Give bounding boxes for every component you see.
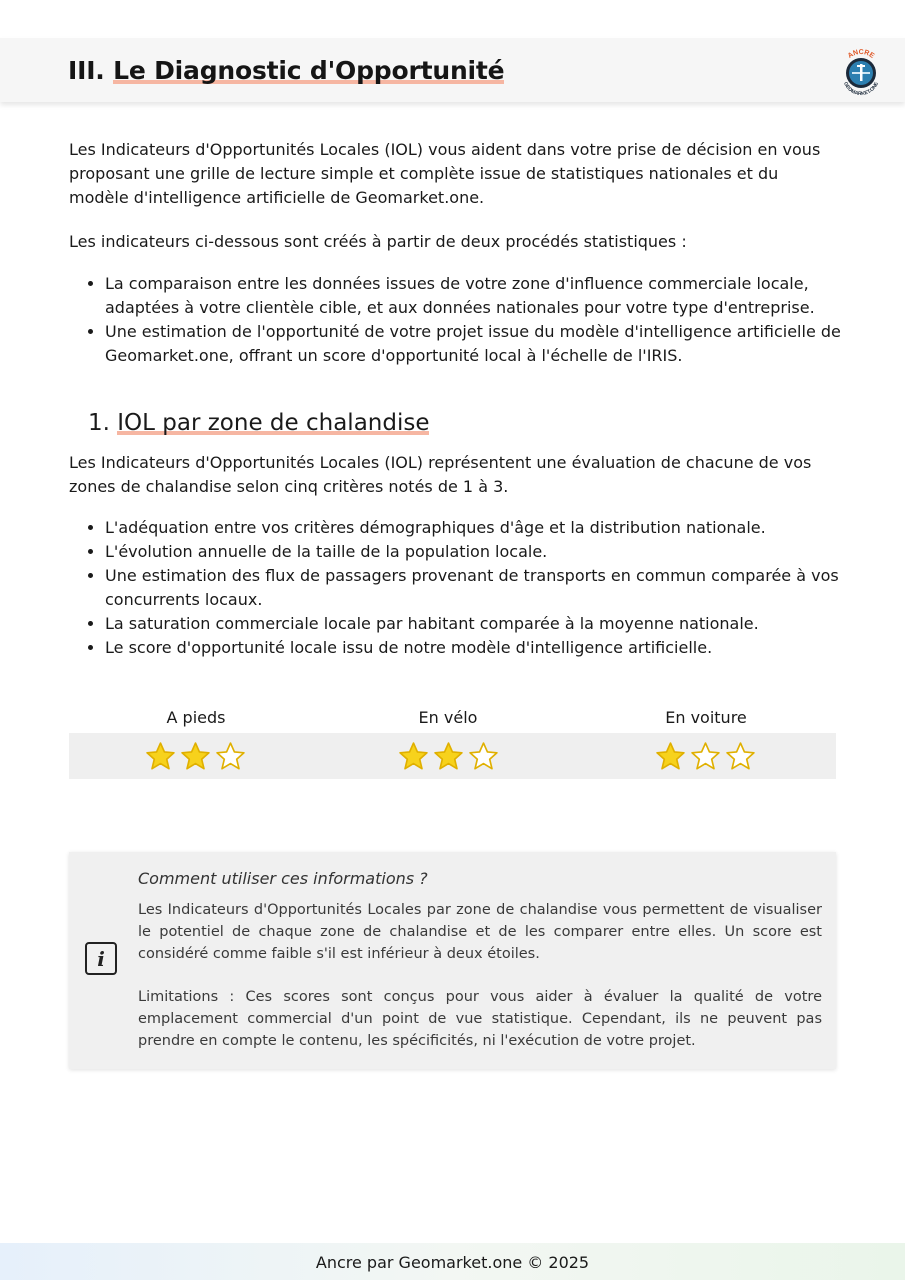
page-header xyxy=(0,38,905,102)
star-filled-icon xyxy=(398,741,429,771)
page-title xyxy=(68,56,504,85)
zone-label-velo: En vélo xyxy=(418,708,478,727)
title-text: Le Diagnostic d'Opportunité xyxy=(113,56,505,85)
info-paragraph-1: Les Indicateurs d'Opportunités Locales par zone de chalandise vous permettent de visualiser le potentiel de chaque zone de chalandise et de les comparer entre elles. Un score est considéré comme faible s'il est inférieur à deux étoiles. xyxy=(138,902,822,962)
info-icon: i xyxy=(85,942,117,975)
zone-label-voiture: En voiture xyxy=(665,708,747,727)
star-empty-icon xyxy=(215,741,246,771)
intro-paragraph-2: Les indicateurs ci-dessous sont créés à partir de deux procédés statistiques : xyxy=(69,232,687,251)
star-empty-icon xyxy=(725,741,756,771)
ancre-logo xyxy=(835,44,887,98)
title-numeral: III. xyxy=(68,56,105,85)
zone-label-pieds: A pieds xyxy=(166,708,226,727)
logo-top-text: ANCRE xyxy=(846,48,876,60)
intro-paragraph-1: Les Indicateurs d'Opportunités Locales (IOL) vous aident dans votre prise de décision en vous proposant une grille de lecture simple et complète issue de statistiques nationales et du modèle d'intelligence artificielle de Geomarket.one. xyxy=(69,140,821,207)
list-item: • Le score d'opportunité locale issu de notre modèle d'intelligence artificielle. xyxy=(105,636,875,660)
list-item: • L'évolution annuelle de la taille de la population locale. xyxy=(105,540,875,564)
star-filled-icon xyxy=(145,741,176,771)
list-item: • La comparaison entre les données issues de votre zone d'influence commerciale locale, adaptées à votre clientèle cible, et aux données nationales pour votre type d'entreprise. xyxy=(105,272,875,320)
rating-stars-pieds xyxy=(145,741,249,771)
star-filled-icon xyxy=(655,741,686,771)
zone-ratings xyxy=(69,733,836,779)
info-paragraph-2: Limitations : Ces scores sont conçus pour vous aider à évaluer la qualité de votre emplacement commercial d'un point de vue statistique. Cependant, ils ne peuvent pas prendre en compte le contenu, les spécificités, ni l'exécution de votre projet. xyxy=(138,989,822,1049)
star-empty-icon xyxy=(690,741,721,771)
section-title-text: IOL par zone de chalandise xyxy=(117,410,430,436)
list-item: • Une estimation de l'opportunité de votre projet issue du modèle d'intelligence artificielle de Geomarket.one, offrant un score d'opportunité local à l'échelle de l'IRIS. xyxy=(105,320,875,368)
footer-text: Ancre par Geomarket.one © 2025 xyxy=(315,1253,590,1272)
section-description: Les Indicateurs d'Opportunités Locales (IOL) représentent une évaluation de chacune de vos zones de chalandise selon cinq critères notés de 1 à 3. xyxy=(69,453,812,496)
criteria-list xyxy=(69,516,875,660)
rating-stars-voiture xyxy=(655,741,759,771)
logo-bottom-text: GEOMARKET.ONE xyxy=(842,81,880,98)
star-filled-icon xyxy=(433,741,464,771)
rating-stars-velo xyxy=(398,741,502,771)
page-footer xyxy=(0,1243,905,1280)
list-item: • Une estimation des flux de passagers provenant de transports en commun comparée à vos concurrents locaux. xyxy=(105,564,875,612)
zone-labels xyxy=(69,708,836,732)
info-callout xyxy=(69,852,836,1069)
list-item: • L'adéquation entre vos critères démographiques d'âge et la distribution nationale. xyxy=(105,516,875,540)
info-title: Comment utiliser ces informations ? xyxy=(138,869,428,888)
section-number: 1. xyxy=(88,410,110,436)
star-filled-icon xyxy=(180,741,211,771)
star-empty-icon xyxy=(468,741,499,771)
list-item: • La saturation commerciale locale par habitant comparée à la moyenne nationale. xyxy=(105,612,875,636)
intro-bullet-list xyxy=(69,272,875,368)
section-title xyxy=(88,410,429,436)
